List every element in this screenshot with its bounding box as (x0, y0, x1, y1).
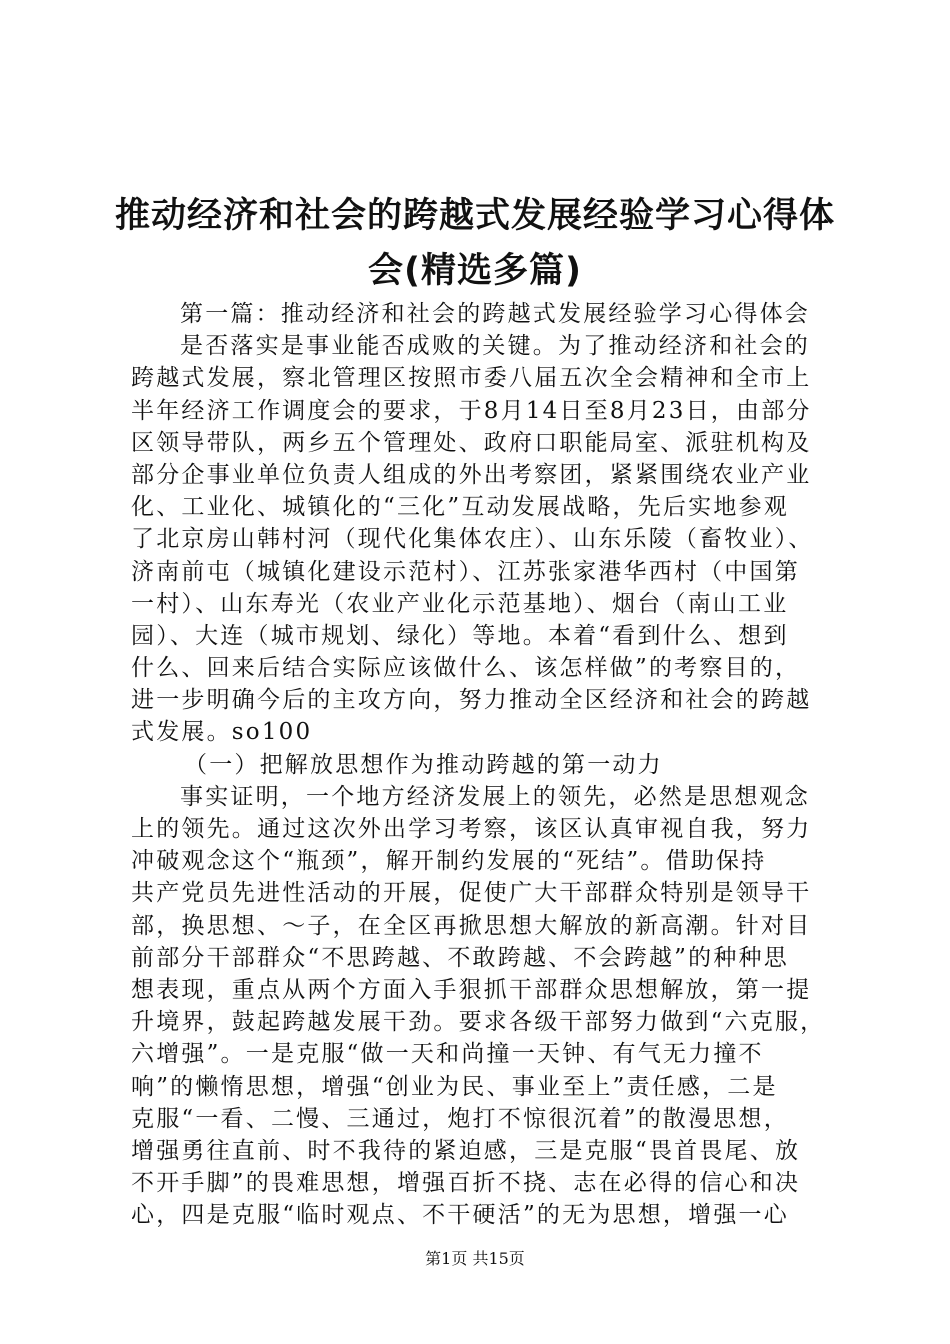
text-line: 响”的懒惰思想，增强“创业为民、事业至上”责任感，二是 (131, 1073, 778, 1100)
text-line: 了北京房山韩村河（现代化集体农庄）、山东乐陵（畜牧业）、 (131, 526, 814, 553)
text-line: 一村）、山东寿光（农业产业化示范基地）、烟台（南山工业 (131, 590, 789, 617)
text-line: 想表现，重点从两个方面入手狠抓干部群众思想解放，第一提 (131, 976, 812, 1003)
text-line: 冲破观念这个“瓶颈”，解开制约发展的“死结”。借助保持 (131, 848, 767, 875)
text-line: 六增强”。一是克服“做一天和尚撞一天钟、有气无力撞不 (131, 1041, 764, 1068)
text-line: 什么、回来后结合实际应该做什么、该怎样做”的考察目的， (131, 655, 801, 682)
text-line: 济南前屯（城镇化建设示范村）、江苏张家港华西村（中国第 (131, 558, 800, 585)
text-line: 园）、大连（城市规划、绿化）等地。本着“看到什么、想到 (131, 622, 789, 649)
text-line: 前部分干部群众“不思跨越、不敢跨越、不会跨越”的种种思 (131, 944, 789, 971)
text-line: 事实证明，一个地方经济发展上的领先，必然是思想观念 (180, 783, 810, 810)
text-line: 升境界，鼓起跨越发展干劲。要求各级干部努力做到“六克服， (131, 1009, 826, 1036)
text-line: 共产党员先进性活动的开展，促使广大干部群众特别是领导干 (131, 880, 812, 907)
text-line: 增强勇往直前、时不我待的紧迫感，三是克服“畏首畏尾、放 (131, 1137, 801, 1164)
page-number-footer: 第1页 共15页 (425, 1249, 525, 1268)
text-line: 上的领先。通过这次外出学习考察，该区认真审视自我，努力 (131, 816, 812, 842)
text-line: 化、工业化、城镇化的“三化”互动发展战略，先后实地参观 (131, 494, 789, 521)
text-line: 部，换思想、～子，在全区再掀思想大解放的新高潮。针对目 (131, 912, 812, 939)
text-line: 式发展。so100 (131, 719, 313, 746)
text-line: 心，四是克服“临时观点、不干硬活”的无为思想，增强一心 (131, 1202, 789, 1229)
text-line: 半年经济工作调度会的要求，于8月14日至8月23日，由部分 (131, 397, 812, 424)
section-heading: （一）把解放思想作为推动跨越的第一动力 (184, 751, 663, 778)
text-line: 不开手脚”的畏难思想，增强百折不挠、志在必得的信心和决 (131, 1170, 801, 1197)
text-line: 克服“一看、二慢、三通过，炮打不惊很沉着”的散漫思想， (131, 1105, 789, 1132)
document-title-line-2: 会(精选多篇) (368, 251, 582, 291)
text-line: 跨越式发展，察北管理区按照市委八届五次全会精神和全市上 (131, 365, 812, 392)
text-line: 部分企事业单位负责人组成的外出考察团，紧紧围绕农业产业 (131, 461, 812, 488)
text-line: 进一步明确今后的主攻方向，努力推动全区经济和社会的跨越 (131, 687, 812, 714)
text-line: 第一篇：推动经济和社会的跨越式发展经验学习心得体会 (180, 301, 810, 327)
document-title-line-1: 推动经济和社会的跨越式发展经验学习心得体 (114, 196, 835, 236)
text-line: 是否落实是事业能否成败的关键。为了推动经济和社会的 (180, 333, 810, 360)
text-line: 区领导带队，两乡五个管理处、政府口职能局室、派驻机构及 (131, 429, 812, 456)
document-body (131, 298, 831, 1231)
